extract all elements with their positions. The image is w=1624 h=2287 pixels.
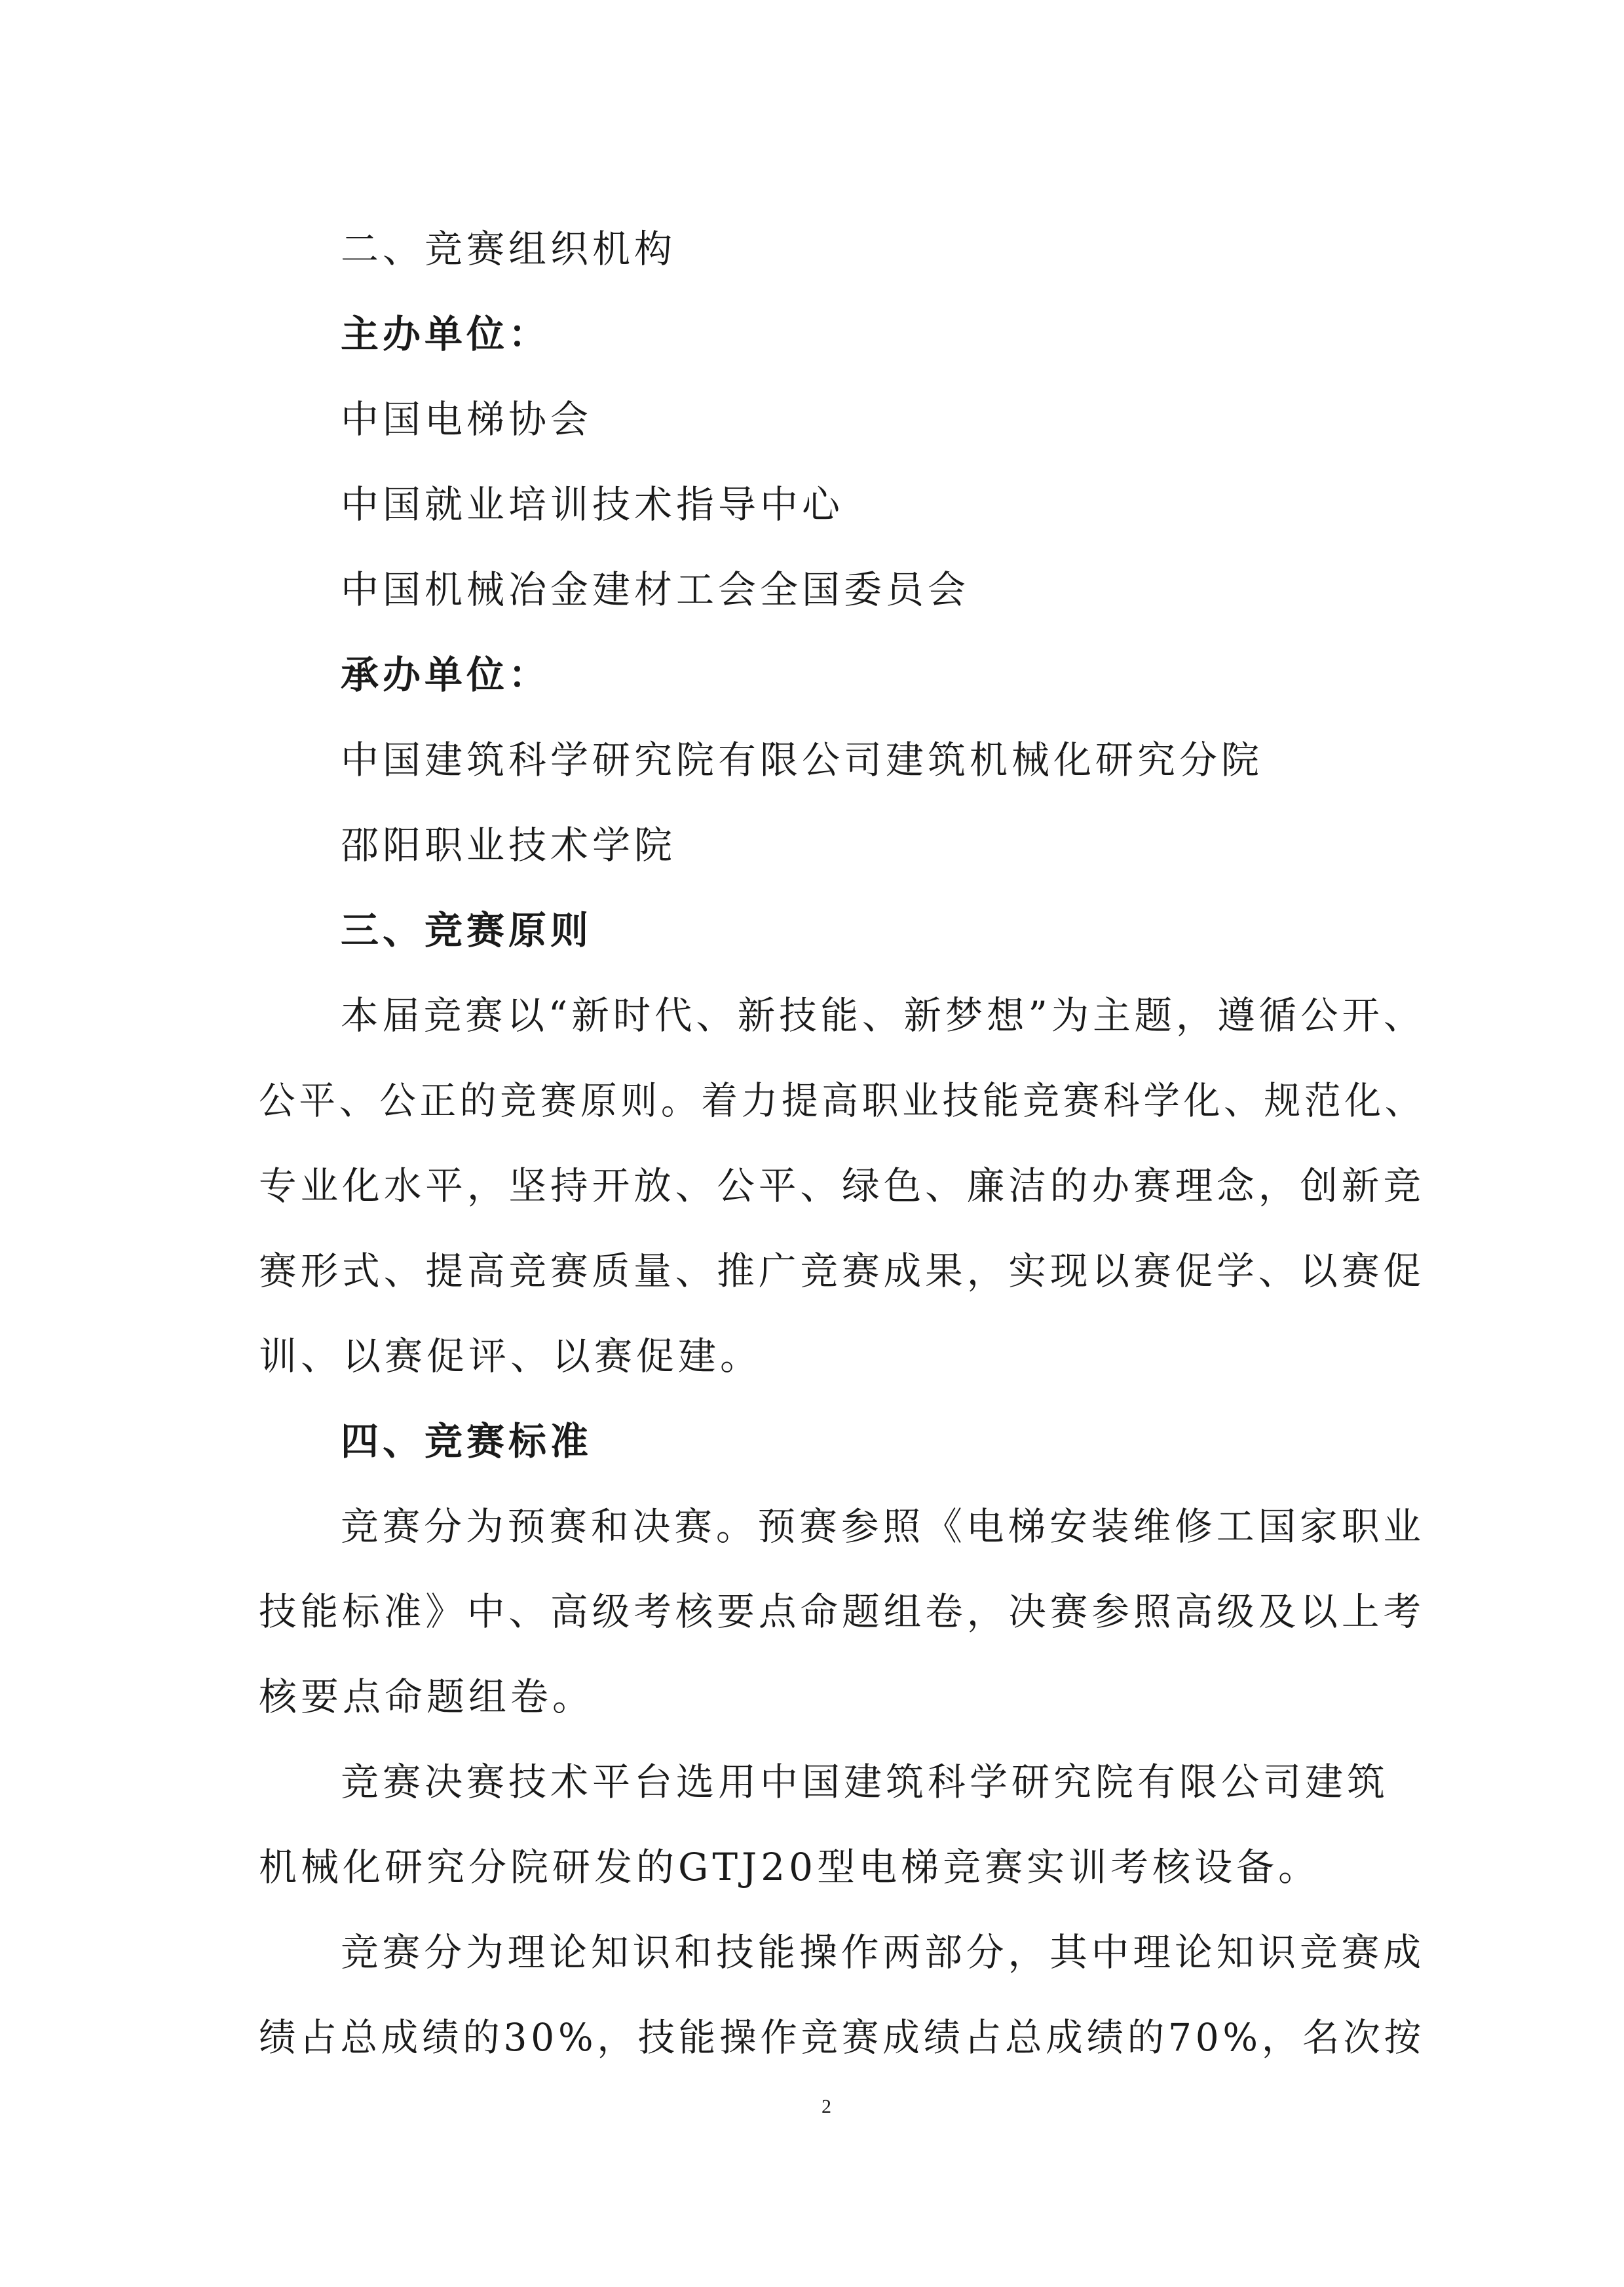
organizer-name: 中国就业培训技术指导中心 — [341, 482, 844, 527]
paragraph-line: 专业化水平，坚持开放、公平、绿色、廉洁的办赛理念，创新竞 — [259, 1163, 1426, 1208]
heading-principles: 三、竞赛原则 — [341, 908, 593, 953]
paragraph-line: 训、以赛促评、以赛促建。 — [259, 1334, 763, 1378]
heading-standards: 四、竞赛标准 — [341, 1419, 593, 1464]
paragraph-line: 竞赛分为理论知识和技能操作两部分，其中理论知识竞赛成 — [341, 1930, 1426, 1975]
host-name: 邵阳职业技术学院 — [341, 823, 677, 867]
host-label: 承办单位： — [341, 652, 551, 697]
paragraph-line: 竞赛分为预赛和决赛。预赛参照《电梯安装维修工国家职业 — [341, 1504, 1426, 1549]
paragraph-line: 技能标准》中、高级考核要点命题组卷，决赛参照高级及以上考 — [259, 1589, 1426, 1634]
paragraph-line: 机械化研究分院研发的GTJ20型电梯竞赛实训考核设备。 — [259, 1845, 1321, 1889]
page-number: 2 — [821, 2096, 831, 2117]
heading-organization: 二、竞赛组织机构 — [341, 227, 677, 271]
paragraph-line: 绩占总成绩的30%，技能操作竞赛成绩占总成绩的70%，名次按 — [259, 2015, 1425, 2060]
organizer-name: 中国电梯协会 — [341, 397, 593, 442]
organizer-label: 主办单位： — [341, 312, 551, 356]
paragraph-line: 公平、公正的竞赛原则。着力提高职业技能竞赛科学化、规范化、 — [259, 1078, 1426, 1123]
paragraph-line: 竞赛决赛技术平台选用中国建筑科学研究院有限公司建筑 — [341, 1760, 1389, 1804]
paragraph-line: 核要点命题组卷。 — [259, 1674, 595, 1719]
paragraph-line: 本届竞赛以“新时代、新技能、新梦想”为主题，遵循公开、 — [341, 993, 1426, 1038]
host-name: 中国建筑科学研究院有限公司建筑机械化研究分院 — [341, 738, 1264, 782]
paragraph-line: 赛形式、提高竞赛质量、推广竞赛成果，实现以赛促学、以赛促 — [259, 1249, 1426, 1293]
organizer-name: 中国机械冶金建材工会全国委员会 — [341, 567, 970, 612]
